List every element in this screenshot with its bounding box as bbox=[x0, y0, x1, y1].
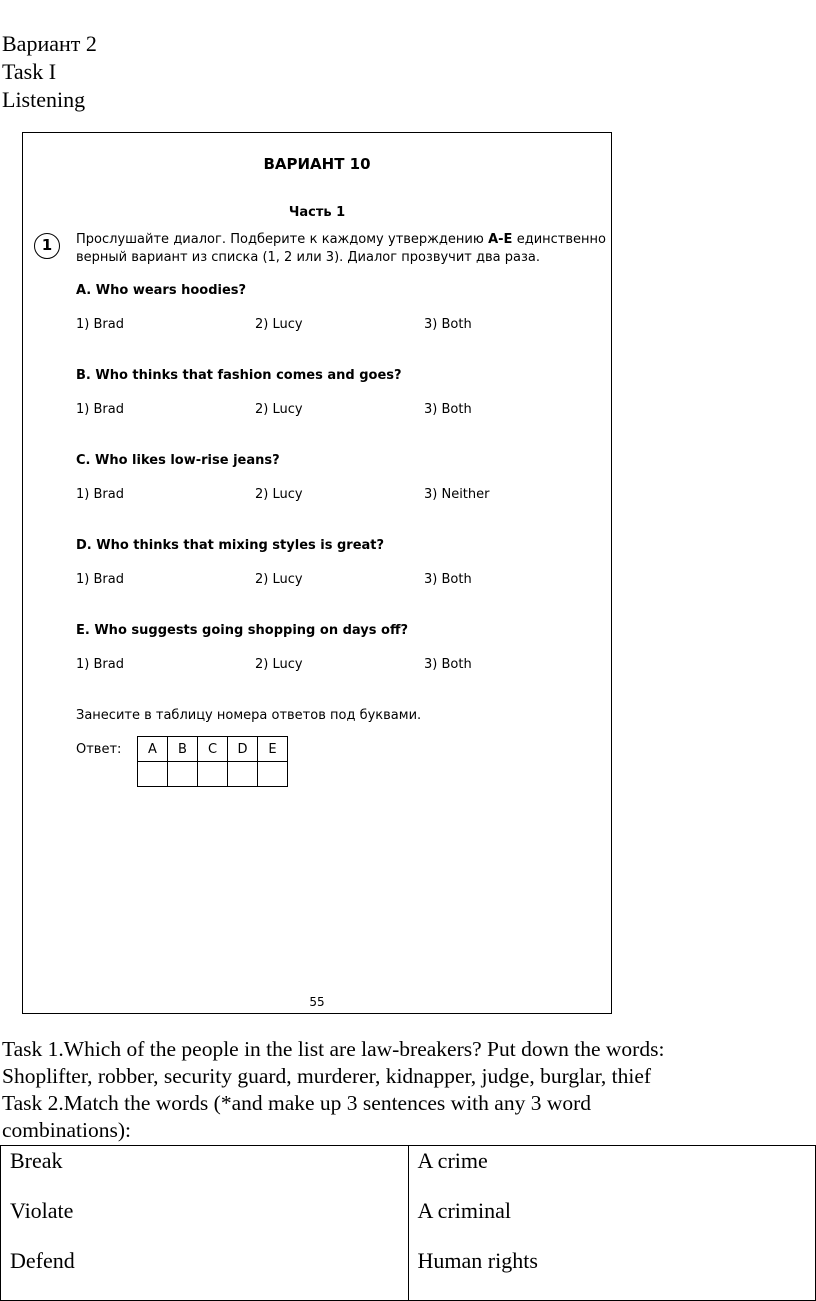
answer-col-header: B bbox=[168, 737, 198, 762]
answer-col-header: C bbox=[198, 737, 228, 762]
task-instruction: Прослушайте диалог. Подберите к каждому утверждению A-E единственно верный вариант из списка (1, 2 или 3). Диалог прозвучит два раза. bbox=[76, 232, 606, 265]
question: A. Who wears hoodies? bbox=[76, 283, 247, 298]
task-heading: Task I bbox=[2, 59, 57, 84]
question: E. Who suggests going shopping on days off? bbox=[76, 623, 409, 638]
question: D. Who thinks that mixing styles is great? bbox=[76, 538, 385, 553]
task1-prompt: Task 1.Which of the people in the list are law-breakers? Put down the words: bbox=[2, 1037, 665, 1061]
option-3: 3) Both bbox=[424, 657, 472, 672]
option-1: 1) Brad bbox=[76, 487, 124, 502]
match-right-word: Human rights bbox=[417, 1248, 538, 1273]
answer-cell[interactable] bbox=[168, 762, 198, 787]
option-3: 3) Both bbox=[424, 572, 472, 587]
exam-variant-title: ВАРИАНТ 10 bbox=[263, 155, 371, 173]
option-1: 1) Brad bbox=[76, 572, 124, 587]
match-left-word: Defend bbox=[10, 1248, 75, 1273]
answer-col-header: A bbox=[138, 737, 168, 762]
exam-part-title: Часть 1 bbox=[288, 205, 346, 220]
task1-word-list: Shoplifter, robber, security guard, murderer, kidnapper, judge, burglar, thief bbox=[2, 1064, 652, 1088]
answer-col-header: D bbox=[228, 737, 258, 762]
option-2: 2) Lucy bbox=[255, 487, 303, 502]
answer-cell[interactable] bbox=[258, 762, 288, 787]
question: C. Who likes low-rise jeans? bbox=[76, 453, 280, 468]
task-number-badge: 1 bbox=[34, 233, 60, 259]
option-2: 2) Lucy bbox=[255, 402, 303, 417]
match-right-word: A criminal bbox=[417, 1198, 511, 1223]
answer-label: Ответ: bbox=[76, 742, 122, 757]
option-3: 3) Neither bbox=[424, 487, 490, 502]
table-instruction: Занесите в таблицу номера ответов под буквами. bbox=[76, 708, 422, 723]
exam-page bbox=[22, 132, 612, 1014]
option-2: 2) Lucy bbox=[255, 657, 303, 672]
match-right-word: A crime bbox=[417, 1148, 488, 1173]
answer-grid bbox=[137, 736, 288, 787]
variant-heading: Вариант 2 bbox=[2, 31, 97, 56]
answer-cell[interactable] bbox=[228, 762, 258, 787]
matching-table bbox=[0, 1145, 816, 1301]
answer-cell[interactable] bbox=[198, 762, 228, 787]
option-1: 1) Brad bbox=[76, 657, 124, 672]
option-1: 1) Brad bbox=[76, 317, 124, 332]
option-2: 2) Lucy bbox=[255, 317, 303, 332]
match-left-word: Break bbox=[10, 1148, 63, 1173]
answer-cell[interactable] bbox=[138, 762, 168, 787]
section-heading: Listening bbox=[2, 87, 86, 112]
task2-prompt-cont: combinations): bbox=[2, 1118, 131, 1142]
match-right-column bbox=[408, 1146, 816, 1301]
page-number: 55 bbox=[309, 995, 325, 1009]
match-left-word: Violate bbox=[10, 1198, 74, 1223]
task2-prompt: Task 2.Match the words (*and make up 3 sentences with any 3 word bbox=[2, 1091, 592, 1115]
option-1: 1) Brad bbox=[76, 402, 124, 417]
option-3: 3) Both bbox=[424, 317, 472, 332]
question: B. Who thinks that fashion comes and goes? bbox=[76, 368, 402, 383]
match-left-column bbox=[1, 1146, 409, 1301]
option-3: 3) Both bbox=[424, 402, 472, 417]
answer-col-header: E bbox=[258, 737, 288, 762]
option-2: 2) Lucy bbox=[255, 572, 303, 587]
